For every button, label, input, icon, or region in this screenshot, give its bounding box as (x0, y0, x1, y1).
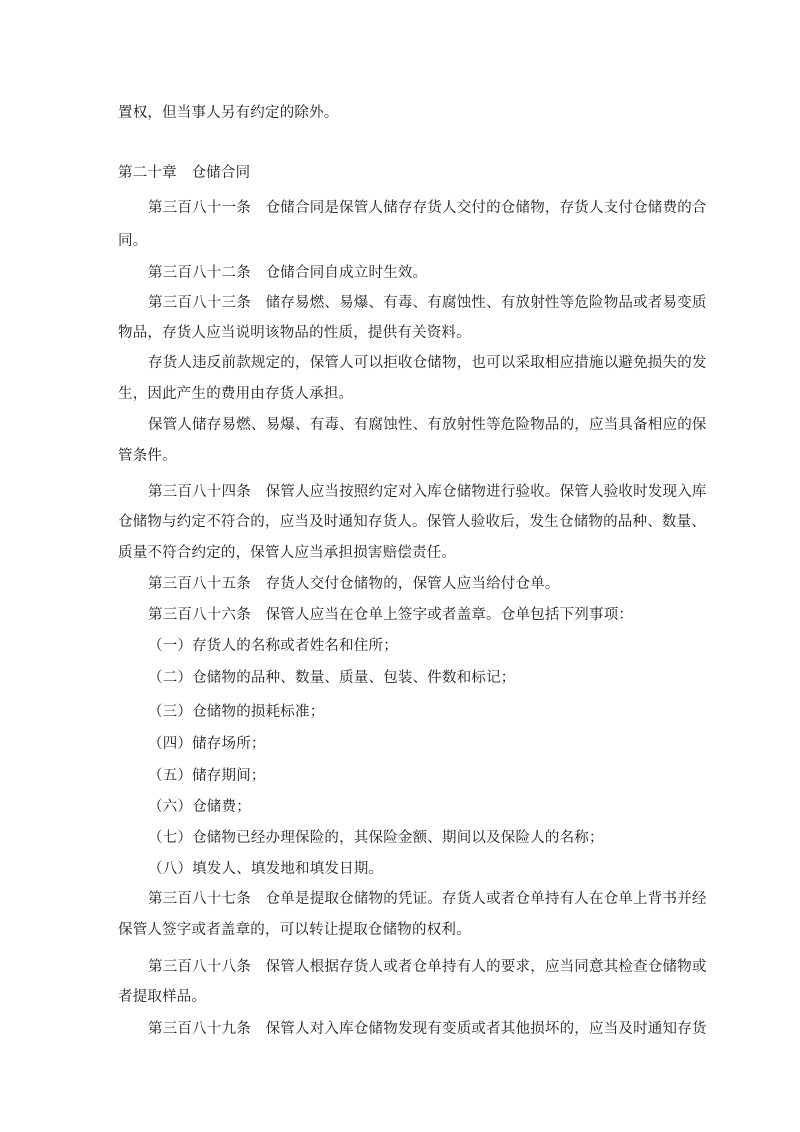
list-item: （二）仓储物的品种、数量、质量、包装、件数和标记； (148, 670, 516, 686)
text-line: 保管人签字或者盖章的，可以转让提取仓储物的权利。 (118, 922, 471, 938)
text-line: 保管人储存易燃、易爆、有毒、有腐蚀性、有放射性等危险物品的，应当具备相应的保 (148, 417, 707, 433)
list-item: （四）储存场所； (148, 736, 266, 752)
text-line: 第三百八十八条 保管人根据存货人或者仓单持有人的要求，应当同意其检查仓储物或 (148, 959, 707, 975)
list-item: （一）存货人的名称或者姓名和住所； (148, 638, 398, 654)
text-line: 第三百八十六条 保管人应当在仓单上签字或者盖章。仓单包括下列事项： (148, 607, 634, 623)
text-line: 仓储物与约定不符合的，应当及时通知存货人。保管人验收后，发生仓储物的品种、数量、 (118, 514, 706, 530)
text-line: 第三百八十二条 仓储合同自成立时生效。 (148, 265, 428, 281)
text-line: 第三百八十七条 仓单是提取仓储物的凭证。存货人或者仓单持有人在仓单上背书并经 (148, 891, 707, 907)
list-item: （七）仓储物已经办理保险的，其保险金额、期间以及保险人的名称； (148, 830, 604, 846)
text-line: 者提取样品。 (118, 989, 207, 1005)
text-line: 第三百八十五条 存货人交付仓储物的，保管人应当给付仓单。 (148, 576, 560, 592)
text-line: 同。 (118, 233, 148, 249)
text-line: 第三百八十九条 保管人对入库仓储物发现有变质或者其他损坏的，应当及时通知存货 (148, 1021, 707, 1037)
text-line: 置权，但当事人另有约定的除外。 (118, 105, 339, 121)
text-line: 第三百八十三条 储存易燃、易爆、有毒、有腐蚀性、有放射性等危险物品或者易变质 (148, 295, 707, 311)
list-item: （六）仓储费； (148, 799, 251, 815)
text-line: 第三百八十一条 仓储合同是保管人储存存货人交付的仓储物，存货人支付仓储费的合 (148, 200, 707, 216)
text-line: 生，因此产生的费用由存货人承担。 (118, 386, 354, 402)
text-line: 管条件。 (118, 448, 177, 464)
chapter-heading: 第二十章 仓储合同 (118, 165, 251, 181)
list-item: （三）仓储物的损耗标准； (148, 704, 325, 720)
list-item: （五）储存期间； (148, 768, 266, 784)
text-line: 物品，存货人应当说明该物品的性质，提供有关资料。 (118, 325, 471, 341)
text-line: 第三百八十四条 保管人应当按照约定对入库仓储物进行验收。保管人验收时发现入库 (148, 484, 707, 500)
text-line: 质量不符合约定的，保管人应当承担损害赔偿责任。 (118, 545, 457, 561)
list-item: （八）填发人、填发地和填发日期。 (148, 861, 384, 877)
text-line: 存货人违反前款规定的，保管人可以拒收仓储物，也可以采取相应措施以避免损失的发 (148, 355, 707, 371)
